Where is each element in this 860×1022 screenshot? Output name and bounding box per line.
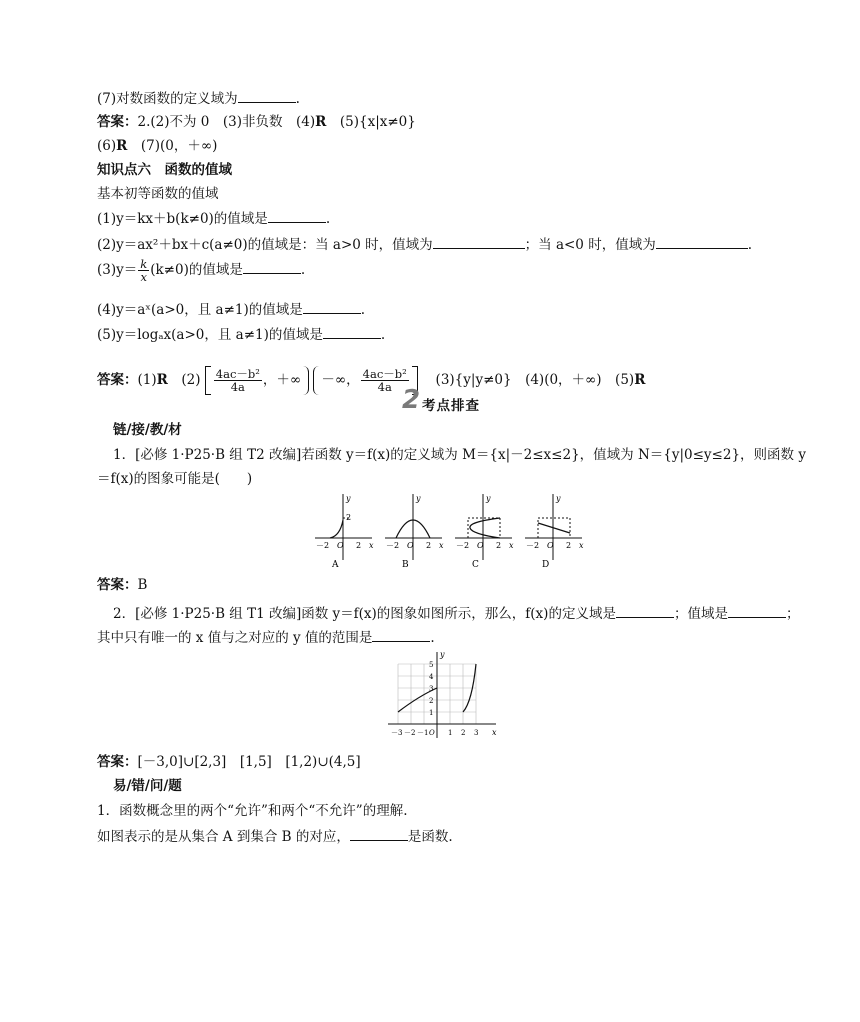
q2-text-2: ；值域是 bbox=[673, 606, 728, 622]
graph-tick: 2 bbox=[461, 729, 466, 737]
fraction-numerator: 4ac－b² bbox=[215, 367, 260, 381]
errors-text: 如图表示的是从集合 A 到集合 B 的对应， bbox=[97, 829, 350, 845]
graph-axis-label: x bbox=[509, 541, 514, 550]
graph-tick: 2 bbox=[566, 541, 572, 550]
plus-infinity: ，＋∞ bbox=[262, 372, 302, 388]
q1-line-2: ＝f(x)的图象可能是( ) bbox=[97, 471, 253, 487]
section-subtitle: 基本初等函数的值域 bbox=[97, 186, 219, 202]
graph-tick: －2 bbox=[316, 541, 330, 550]
fraction-k-over-x bbox=[138, 258, 149, 283]
q2-end: . bbox=[430, 630, 435, 646]
graph-origin: O bbox=[547, 541, 554, 550]
item-text: (5)y＝logₐx(a>0，且 a≠1)的值域是 bbox=[97, 327, 323, 343]
graph-tick: －2 bbox=[526, 541, 540, 550]
answer-label: 答案： bbox=[97, 372, 138, 388]
answer-text: (6) bbox=[97, 138, 117, 154]
answer-blank bbox=[616, 603, 674, 618]
answer-blank bbox=[433, 234, 525, 249]
graph-label-d: D bbox=[542, 560, 550, 570]
graph-tick: 1 bbox=[448, 729, 453, 737]
fraction-denominator: 4a bbox=[230, 380, 245, 394]
answer-R: R bbox=[156, 372, 168, 388]
graph-axis-label: x bbox=[579, 541, 584, 550]
answer-blank bbox=[323, 324, 381, 339]
item-text: (1)y＝kx＋b(k≠0)的值域是 bbox=[97, 211, 268, 227]
fraction-numerator: 4ac－b² bbox=[362, 367, 407, 381]
graph-tick: 2 bbox=[426, 541, 432, 550]
item-1 bbox=[97, 208, 330, 229]
q7-line bbox=[97, 88, 300, 109]
answer-R: R bbox=[116, 138, 128, 154]
q2-text: 其中只有唯一的 x 值与之对应的 y 值的范围是 bbox=[97, 630, 373, 646]
graph-axis-label: x bbox=[439, 541, 444, 550]
errors-p2 bbox=[97, 826, 453, 847]
graph-tick: －2 bbox=[456, 541, 470, 550]
answer-line-2 bbox=[97, 136, 217, 156]
fraction-denominator: 4a bbox=[377, 380, 392, 394]
answer-text-2: (5){x|x≠0} bbox=[326, 114, 416, 130]
answer-label: 答案： bbox=[97, 754, 138, 770]
fraction bbox=[214, 368, 262, 393]
q1-line-1: 1．[必修 1·P25·B 组 T2 改编]若函数 y＝f(x)的定义域为 M＝{x|－2≤x≤2}，值域为 N＝{y|0≤y≤2}，则函数 y bbox=[113, 447, 806, 463]
graph-label-a: A bbox=[332, 560, 339, 570]
answer-blank bbox=[243, 259, 301, 274]
answer-R: R bbox=[315, 114, 327, 130]
answer-q1 bbox=[97, 575, 147, 595]
answer-label: 答案： bbox=[97, 114, 138, 130]
answer-blank bbox=[268, 208, 326, 223]
graph-axis-label: y bbox=[346, 494, 351, 503]
graph-d bbox=[525, 494, 584, 570]
item-end: . bbox=[300, 262, 306, 278]
item-text-2: ；当 a<0 时，值域为 bbox=[524, 237, 656, 253]
graph-origin: O bbox=[429, 729, 435, 737]
graph-label-b: B bbox=[402, 560, 409, 570]
answer-text: 2.(2)不为 0 (3)非负数 (4) bbox=[137, 114, 316, 130]
graph-axis-label: y bbox=[556, 494, 561, 503]
graph-tick: 3 bbox=[429, 685, 434, 693]
graph-origin: O bbox=[337, 541, 344, 550]
answer-blank bbox=[303, 299, 361, 314]
graph-tick: 3 bbox=[474, 729, 479, 737]
errors-heading: 易/错/问/题 bbox=[113, 778, 182, 794]
graph-axis-label: y bbox=[440, 650, 445, 659]
graph-origin: O bbox=[407, 541, 414, 550]
graph-axis-label: y bbox=[416, 494, 421, 503]
fraction-numerator: k bbox=[140, 257, 148, 271]
answer-blank bbox=[238, 88, 296, 103]
answer-line-3 bbox=[97, 360, 645, 400]
q2-text: 2．[必修 1·P25·B 组 T1 改编]函数 y＝f(x)的图象如图所示，那么，f(x)的定义域是 bbox=[113, 606, 616, 622]
graph-options bbox=[310, 490, 584, 570]
graph-tick: －1 bbox=[417, 729, 429, 737]
item-end: . bbox=[360, 302, 366, 318]
textbook-heading: 链/接/教/材 bbox=[113, 422, 182, 438]
answer-text: [－3,0]∪[2,3] [1,5] [1,2)∪(4,5] bbox=[137, 754, 361, 770]
answer-text: B bbox=[137, 577, 148, 593]
item-2 bbox=[97, 234, 752, 255]
answer-text: (1) bbox=[137, 372, 157, 388]
graph-tick: 1 bbox=[429, 709, 434, 717]
answer-q2 bbox=[97, 752, 361, 772]
errors-p1: 1．函数概念里的两个“允许”和两个“不允许”的理解. bbox=[97, 803, 408, 819]
graph-label-c: C bbox=[472, 560, 479, 570]
graph-b bbox=[385, 494, 444, 570]
answer-blank bbox=[372, 627, 430, 642]
banner-number: 2 bbox=[402, 385, 421, 415]
answer-R: R bbox=[634, 372, 646, 388]
answer-text-2: (2) bbox=[167, 372, 201, 388]
errors-end: 是函数. bbox=[407, 829, 453, 845]
q2-line-2 bbox=[97, 627, 435, 648]
graph-q2 bbox=[384, 648, 506, 744]
graph-tick: －3 bbox=[391, 729, 403, 737]
answer-text-3: (3){y|y≠0} (4)(0，＋∞) (5) bbox=[422, 372, 635, 388]
banner-text: 考点排查 bbox=[422, 398, 480, 414]
minus-infinity: －∞， bbox=[321, 372, 360, 388]
item-3 bbox=[97, 258, 305, 283]
graph-axis-label: x bbox=[369, 541, 374, 550]
q7-text: (7)对数函数的定义域为 bbox=[97, 91, 238, 107]
graph-tick: 2 bbox=[356, 541, 362, 550]
answer-blank bbox=[728, 603, 786, 618]
graph-tick: 5 bbox=[429, 661, 434, 669]
item-text: (3)y＝ bbox=[97, 262, 138, 278]
item-text: (2)y＝ax²＋bx＋c(a≠0)的值域是：当 a>0 时，值域为 bbox=[97, 237, 433, 253]
graph-tick: －2 bbox=[386, 541, 400, 550]
item-end: . bbox=[380, 327, 386, 343]
section-title: 知识点六 函数的值域 bbox=[97, 162, 232, 178]
graph-tick: 2 bbox=[346, 513, 352, 522]
item-text-2: (k≠0)的值域是 bbox=[150, 262, 243, 278]
item-5 bbox=[97, 324, 385, 345]
interval-plus-infinity bbox=[205, 366, 309, 395]
q7-end: . bbox=[295, 91, 300, 107]
item-text: (4)y＝aˣ(a>0，且 a≠1)的值域是 bbox=[97, 302, 303, 318]
answer-blank bbox=[656, 234, 748, 249]
answer-blank bbox=[350, 826, 408, 841]
graph-axis-label: y bbox=[486, 494, 491, 503]
answer-label: 答案： bbox=[97, 577, 138, 593]
graph-c bbox=[455, 494, 514, 570]
answer-line-1 bbox=[97, 112, 416, 132]
graph-tick: 4 bbox=[429, 673, 434, 681]
item-end: . bbox=[747, 237, 752, 253]
section-banner bbox=[402, 385, 490, 417]
item-4 bbox=[97, 299, 365, 320]
q2-text-3: ； bbox=[785, 606, 800, 622]
fraction-denominator: x bbox=[140, 270, 147, 284]
graph-axis-label: x bbox=[492, 728, 497, 737]
graph-tick: 2 bbox=[429, 697, 434, 705]
graph-origin: O bbox=[477, 541, 484, 550]
answer-text-2: (7)(0，＋∞) bbox=[127, 138, 218, 154]
graph-tick: －2 bbox=[404, 729, 416, 737]
graph-tick: 2 bbox=[496, 541, 502, 550]
q2-line-1 bbox=[113, 603, 799, 624]
graph-a bbox=[315, 494, 374, 570]
item-end: . bbox=[325, 211, 331, 227]
